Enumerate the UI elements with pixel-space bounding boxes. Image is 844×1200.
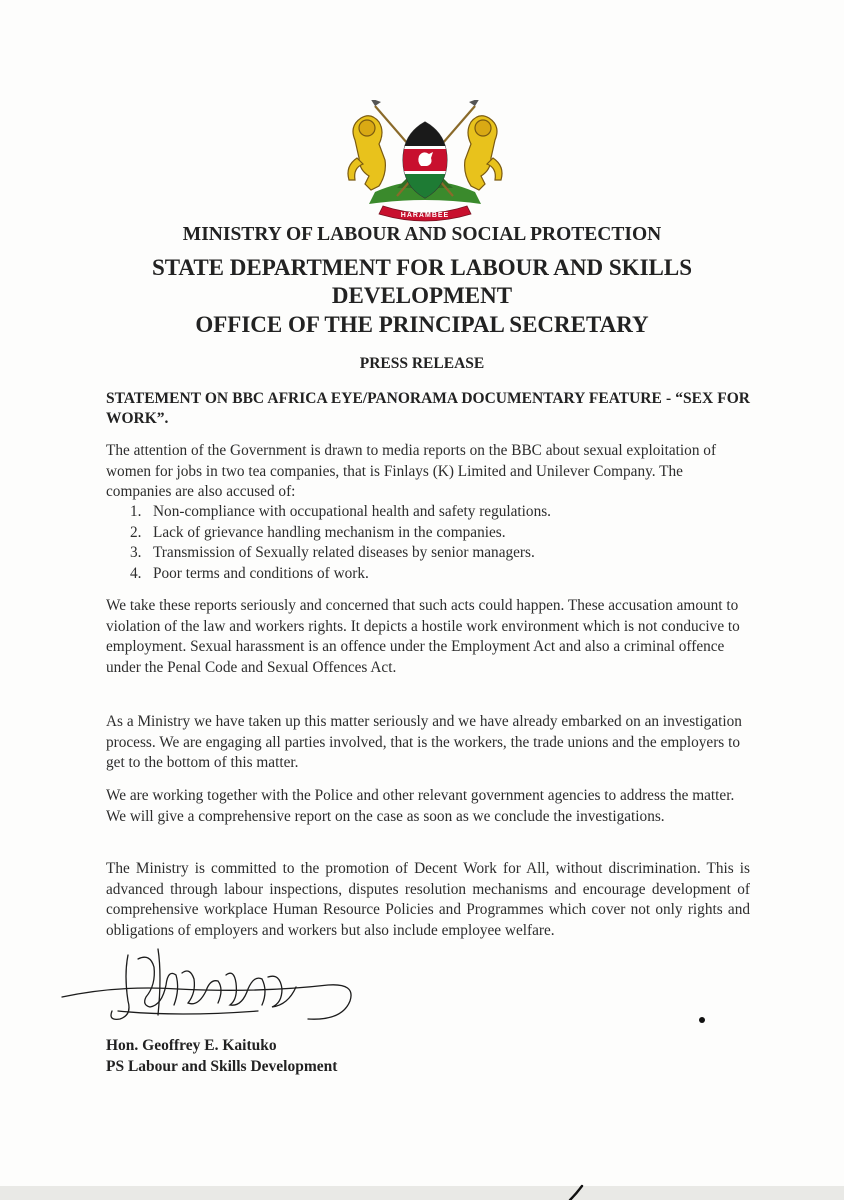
accusations-list [130, 502, 730, 584]
scan-edge [0, 1186, 844, 1200]
list-item-text: Poor terms and conditions of work. [153, 564, 369, 582]
list-number: 1. [130, 503, 142, 520]
list-number: 3. [130, 544, 142, 561]
stray-pen-mark [566, 1184, 596, 1200]
investigation-paragraph: As a Ministry we have taken up this matter seriously and we have already embarked on an investigation process. We are engaging all parties involved, that is the workers, the trade unions and the employers to get to the bottom of this matter. [106, 713, 742, 771]
ministry-heading: MINISTRY OF LABOUR AND SOCIAL PROTECTION [182, 224, 662, 245]
press-release-label: PRESS RELEASE [359, 355, 485, 372]
list-item-text: Lack of grievance handling mechanism in the companies. [153, 523, 506, 541]
coat-of-arms-emblem [335, 100, 515, 225]
emblem-motto: HARAMBEE [400, 212, 450, 219]
office-heading: OFFICE OF THE PRINCIPAL SECRETARY [195, 312, 649, 337]
ink-dot [699, 1017, 705, 1023]
intro-paragraph: The attention of the Government is drawn to media reports on the BBC about sexual exploitation of women for jobs in two tea companies, that is Finlays (K) Limited and Unilever Company. The companies are also accused of: [106, 442, 717, 500]
list-item [130, 523, 730, 544]
commitment-paragraph: The Ministry is committed to the promotion of Decent Work for All, without discrimination. This is advanced through labour inspections, disputes resolution mechanisms and encourage development of comprehensive workplace Human Resource Policies and Programmes which cover not only rights and obligations of employers and workers but also include employee welfare. [106, 860, 750, 939]
signatory-name: Hon. Geoffrey E. Kaituko [106, 1037, 277, 1054]
signatory-title: PS Labour and Skills Development [106, 1058, 338, 1075]
list-item [130, 564, 730, 585]
list-number: 2. [130, 523, 142, 541]
statement-title: STATEMENT ON BBC AFRICA EYE/PANORAMA DOCUMENTARY FEATURE - “SEX FOR WORK”. [106, 390, 750, 427]
list-number: 4. [130, 564, 142, 582]
state-department-heading: STATE DEPARTMENT FOR LABOUR AND SKILLS DEVELOPMENT [151, 255, 692, 308]
reports-paragraph: We take these reports seriously and concerned that such acts could happen. These accusation amount to violation of the law and workers rights. It depicts a hostile work environment which is not conducive to employment. Sexual harassment is an offence under the Employment Act and also a criminal offence under the Penal Code and Sexual Offences Act. [106, 597, 740, 676]
list-item-text: Non-compliance with occupational health and safety regulations. [153, 503, 552, 520]
list-item [130, 502, 730, 523]
handwritten-signature [58, 945, 358, 1040]
list-item [130, 543, 730, 564]
collaboration-paragraph: We are working together with the Police and other relevant government agencies to address the matter. We will give a comprehensive report on the case as soon as we conclude the investigations. [106, 787, 735, 825]
list-item-text: Transmission of Sexually related diseases by senior managers. [153, 544, 535, 561]
